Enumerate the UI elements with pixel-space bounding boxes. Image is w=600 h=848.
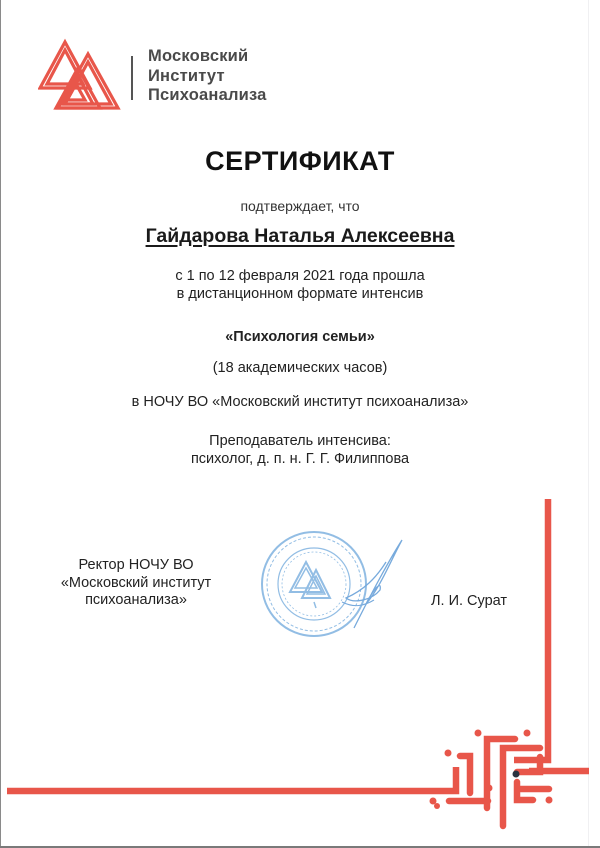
teacher-block bbox=[0, 433, 600, 468]
course-hours: (18 академических часов) bbox=[212, 360, 388, 376]
rector-title-line: «Московский институт bbox=[60, 574, 212, 591]
rector-name: Л. И. Сурат bbox=[431, 593, 508, 609]
institute-name-line: Психоанализа bbox=[148, 86, 267, 104]
recipient-name bbox=[0, 225, 600, 248]
rector-title-line: Ректор НОЧУ ВО bbox=[78, 557, 194, 573]
teacher-name: психолог, д. п. н. Г. Г. Филиппова bbox=[190, 450, 410, 467]
institute-name-line: Московский bbox=[148, 47, 249, 65]
recipient-name-text: Гайдарова Наталья Алексеевна bbox=[145, 225, 455, 247]
confirms-text: подтверждает, что bbox=[240, 198, 360, 214]
period-text bbox=[0, 268, 600, 303]
rector-title-line: психоанализа» bbox=[85, 592, 187, 608]
triangle-knot-logo-icon bbox=[38, 38, 128, 114]
certificate-title: СЕРТИФИКАТ bbox=[205, 146, 395, 176]
decorative-circuit-lines bbox=[0, 480, 600, 848]
institute-name bbox=[148, 47, 267, 106]
period-line: в дистанционном формате интенсив bbox=[176, 285, 424, 302]
teacher-label: Преподаватель интенсива: bbox=[209, 433, 391, 449]
period-line: с 1 по 12 февраля 2021 года прошла bbox=[175, 268, 425, 284]
logo-divider bbox=[131, 56, 133, 100]
course-name: «Психология семьи» bbox=[225, 329, 375, 345]
organization-text: в НОЧУ ВО «Московский институт психоанализа» bbox=[131, 394, 469, 410]
institute-name-line: Институт bbox=[148, 66, 225, 85]
